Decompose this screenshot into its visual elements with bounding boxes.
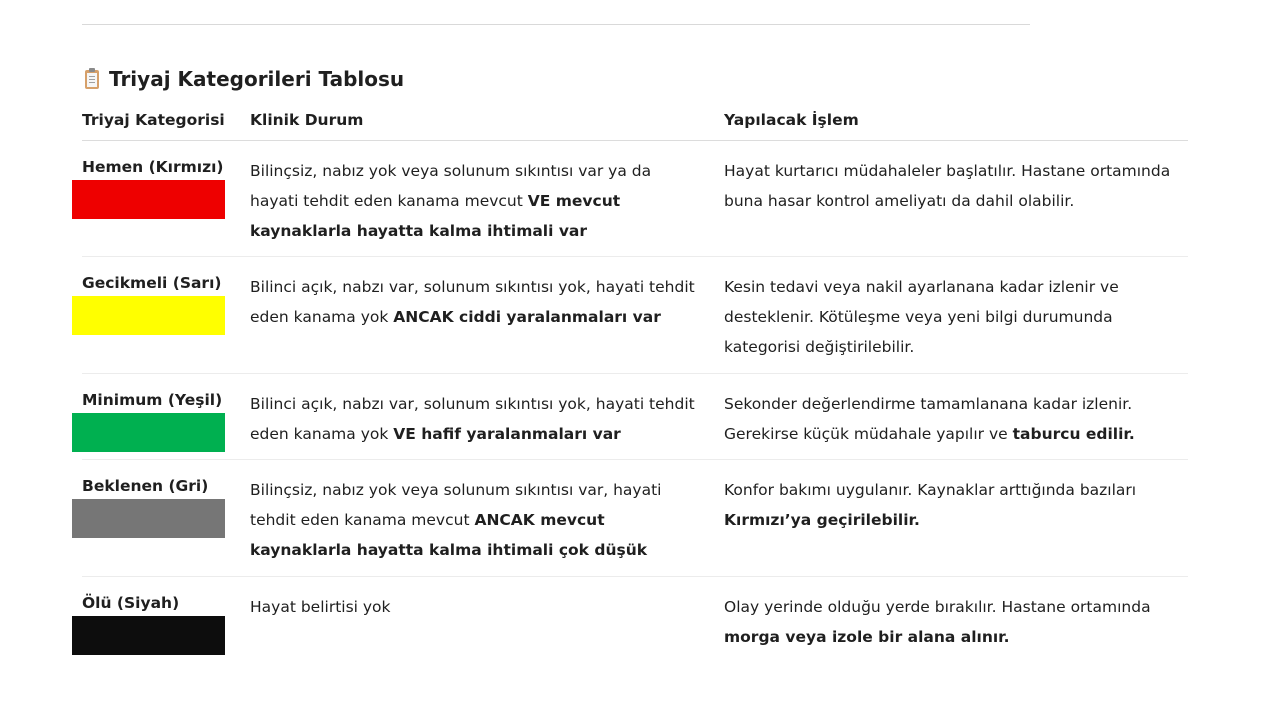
category-label: Gecikmeli (Sarı) bbox=[82, 274, 222, 292]
category-color-swatch bbox=[72, 296, 225, 335]
category-label: Beklenen (Gri) bbox=[82, 477, 209, 495]
page-title: Triyaj Kategorileri Tablosu bbox=[109, 67, 405, 91]
action-text: Olay yerinde olduğu yerde bırakılır. Hastane ortamında morga veya izole bir alana alınır. bbox=[724, 598, 1151, 646]
clinical-status: Bilinci açık, nabzı var, solunum sıkıntısı yok, hayati tehdit eden kanama yok VE hafif yaralanmaları var bbox=[250, 395, 695, 443]
category-color-swatch bbox=[72, 413, 225, 452]
clipboard-icon bbox=[84, 68, 100, 90]
table-header bbox=[82, 100, 1188, 141]
clinical-status: Bilinci açık, nabzı var, solunum sıkıntısı yok, hayati tehdit eden kanama yok ANCAK ciddi yaralanmaları var bbox=[250, 278, 695, 326]
category-color-swatch bbox=[72, 180, 225, 219]
table-row bbox=[82, 374, 1188, 460]
action-text: Kesin tedavi veya nakil ayarlanana kadar izlenir ve desteklenir. Kötüleşme veya yeni bilgi durumunda kategorisi değiştirilebilir. bbox=[724, 278, 1119, 356]
table-row bbox=[82, 460, 1188, 577]
category-label: Hemen (Kırmızı) bbox=[82, 158, 224, 176]
table-row bbox=[82, 257, 1188, 374]
triage-table bbox=[82, 100, 1188, 667]
action-text: Sekonder değerlendirme tamamlanana kadar izlenir. Gerekirse küçük müdahale yapılır ve taburcu edilir. bbox=[724, 395, 1135, 443]
category-label: Ölü (Siyah) bbox=[82, 594, 180, 612]
header-clinical: Klinik Durum bbox=[250, 111, 364, 129]
clinical-status: Bilinçsiz, nabız yok veya solunum sıkıntısı var ya da hayati tehdit eden kanama mevcut VE mevcut kaynaklarla hayatta kalma ihtimali var bbox=[250, 162, 652, 240]
action-text: Hayat kurtarıcı müdahaleler başlatılır. Hastane ortamında buna hasar kontrol ameliyatı da dahil olabilir. bbox=[724, 162, 1171, 210]
category-color-swatch bbox=[72, 499, 225, 538]
table-row bbox=[82, 577, 1188, 667]
category-color-swatch bbox=[72, 616, 225, 655]
action-text: Konfor bakımı uygulanır. Kaynaklar arttığında bazıları Kırmızı’ya geçirilebilir. bbox=[724, 481, 1137, 529]
clinical-status: Bilinçsiz, nabız yok veya solunum sıkıntısı var, hayati tehdit eden kanama mevcut ANCAK mevcut kaynaklarla hayatta kalma ihtimali çok düşük bbox=[250, 481, 662, 559]
section-heading bbox=[84, 64, 404, 94]
header-action: Yapılacak İşlem bbox=[724, 111, 859, 129]
top-divider bbox=[82, 24, 1030, 25]
clinical-status: Hayat belirtisi yok bbox=[250, 598, 391, 616]
header-category: Triyaj Kategorisi bbox=[82, 111, 225, 129]
table-row bbox=[82, 141, 1188, 257]
category-label: Minimum (Yeşil) bbox=[82, 391, 223, 409]
